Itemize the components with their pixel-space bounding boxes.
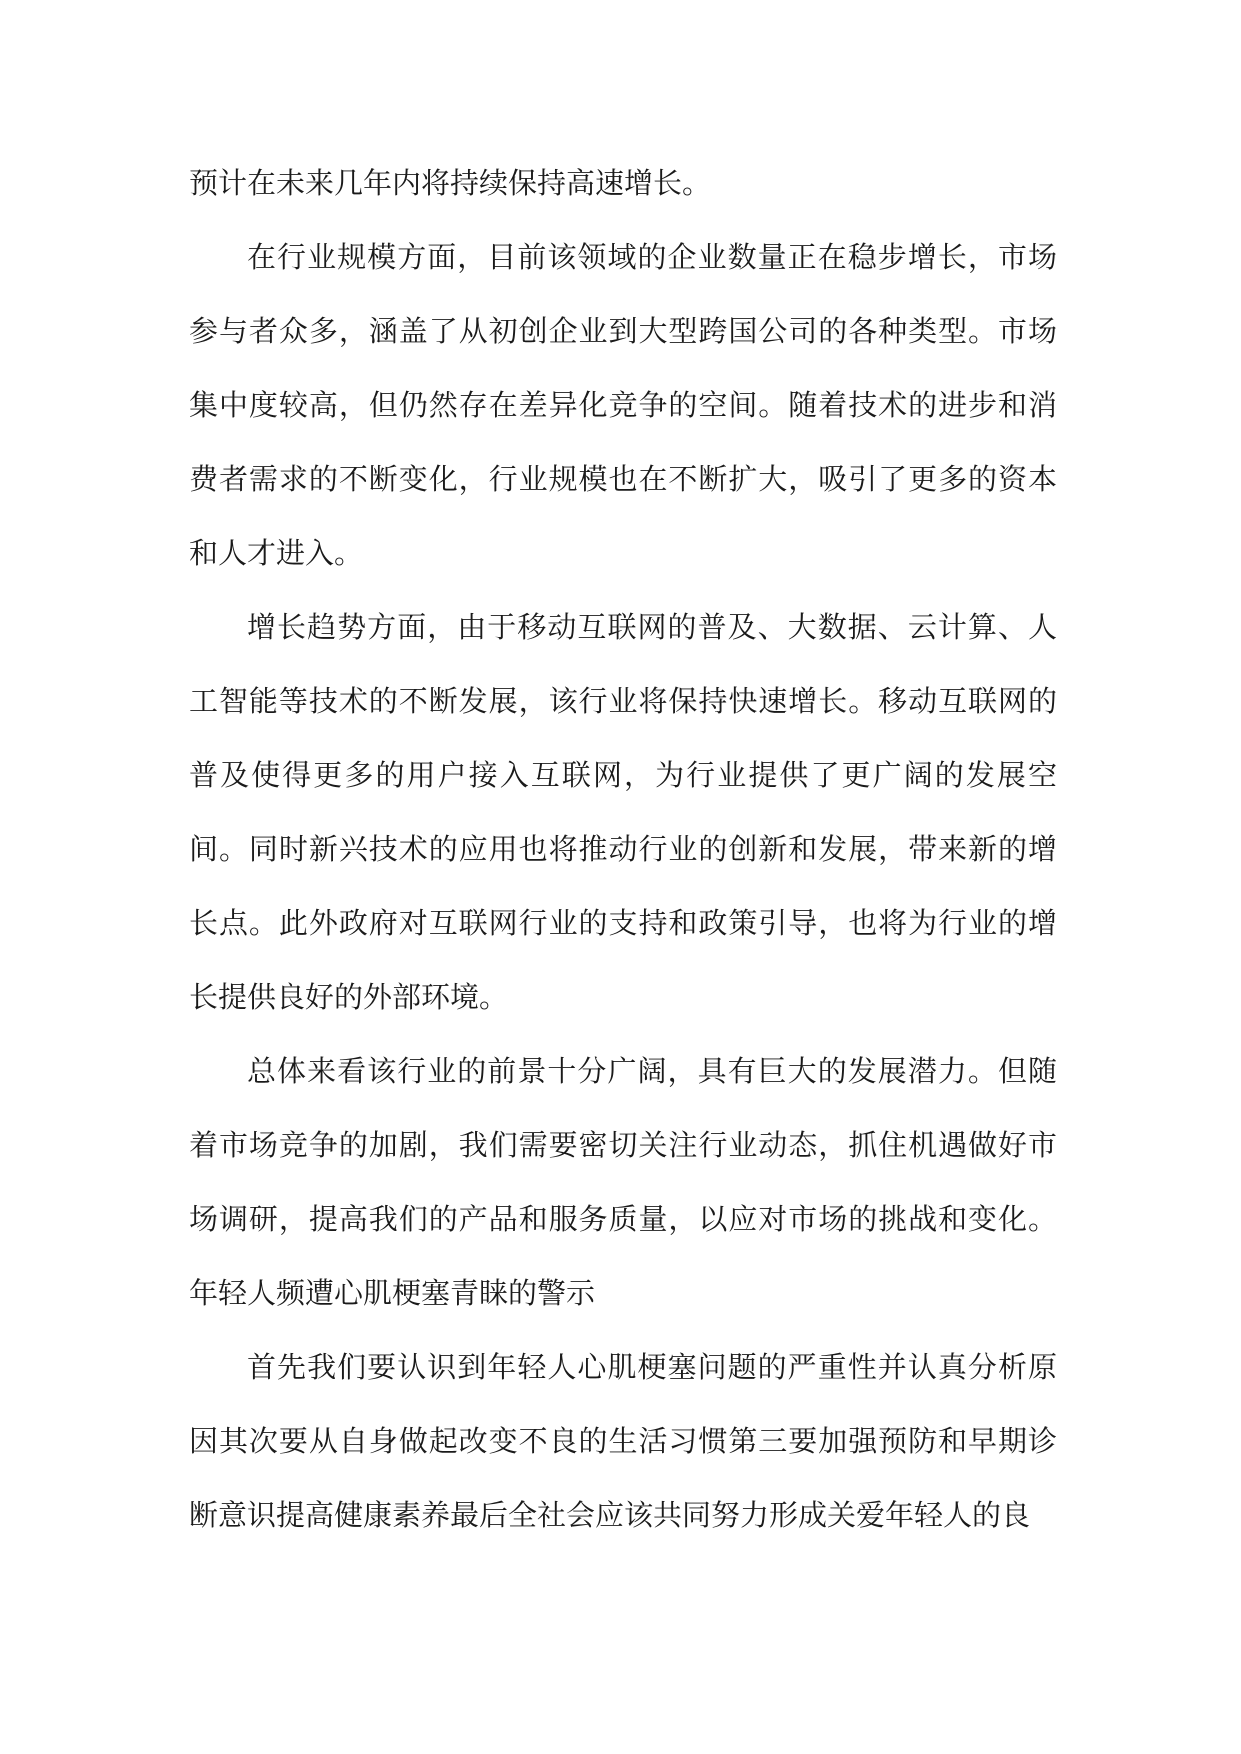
document-body	[189, 146, 1057, 1552]
paragraph-5: 首先我们要认识到年轻人心肌梗塞问题的严重性并认真分析原因其次要从自身做起改变不良的生活习惯第三要加强预防和早期诊断意识提高健康素养最后全社会应该共同努力形成关爱年轻人的良	[189, 1350, 1057, 1532]
paragraph-4: 总体来看该行业的前景十分广阔，具有巨大的发展潜力。但随着市场竞争的加剧，我们需要密切关注行业动态，抓住机遇做好市场调研，提高我们的产品和服务质量，以应对市场的挑战和变化。年轻人频遭心肌梗塞青睐的警示	[189, 1054, 1057, 1310]
paragraph-2: 在行业规模方面，目前该领域的企业数量正在稳步增长，市场参与者众多，涵盖了从初创企业到大型跨国公司的各种类型。市场集中度较高，但仍然存在差异化竞争的空间。随着技术的进步和消费者需求的不断变化，行业规模也在不断扩大，吸引了更多的资本和人才进入。	[189, 240, 1057, 570]
paragraph-3: 增长趋势方面，由于移动互联网的普及、大数据、云计算、人工智能等技术的不断发展，该行业将保持快速增长。移动互联网的普及使得更多的用户接入互联网，为行业提供了更广阔的发展空间。同时新兴技术的应用也将推动行业的创新和发展，带来新的增长点。此外政府对互联网行业的支持和政策引导，也将为行业的增长提供良好的外部环境。	[189, 610, 1057, 1014]
paragraph-1: 预计在未来几年内将持续保持高速增长。	[189, 166, 712, 200]
